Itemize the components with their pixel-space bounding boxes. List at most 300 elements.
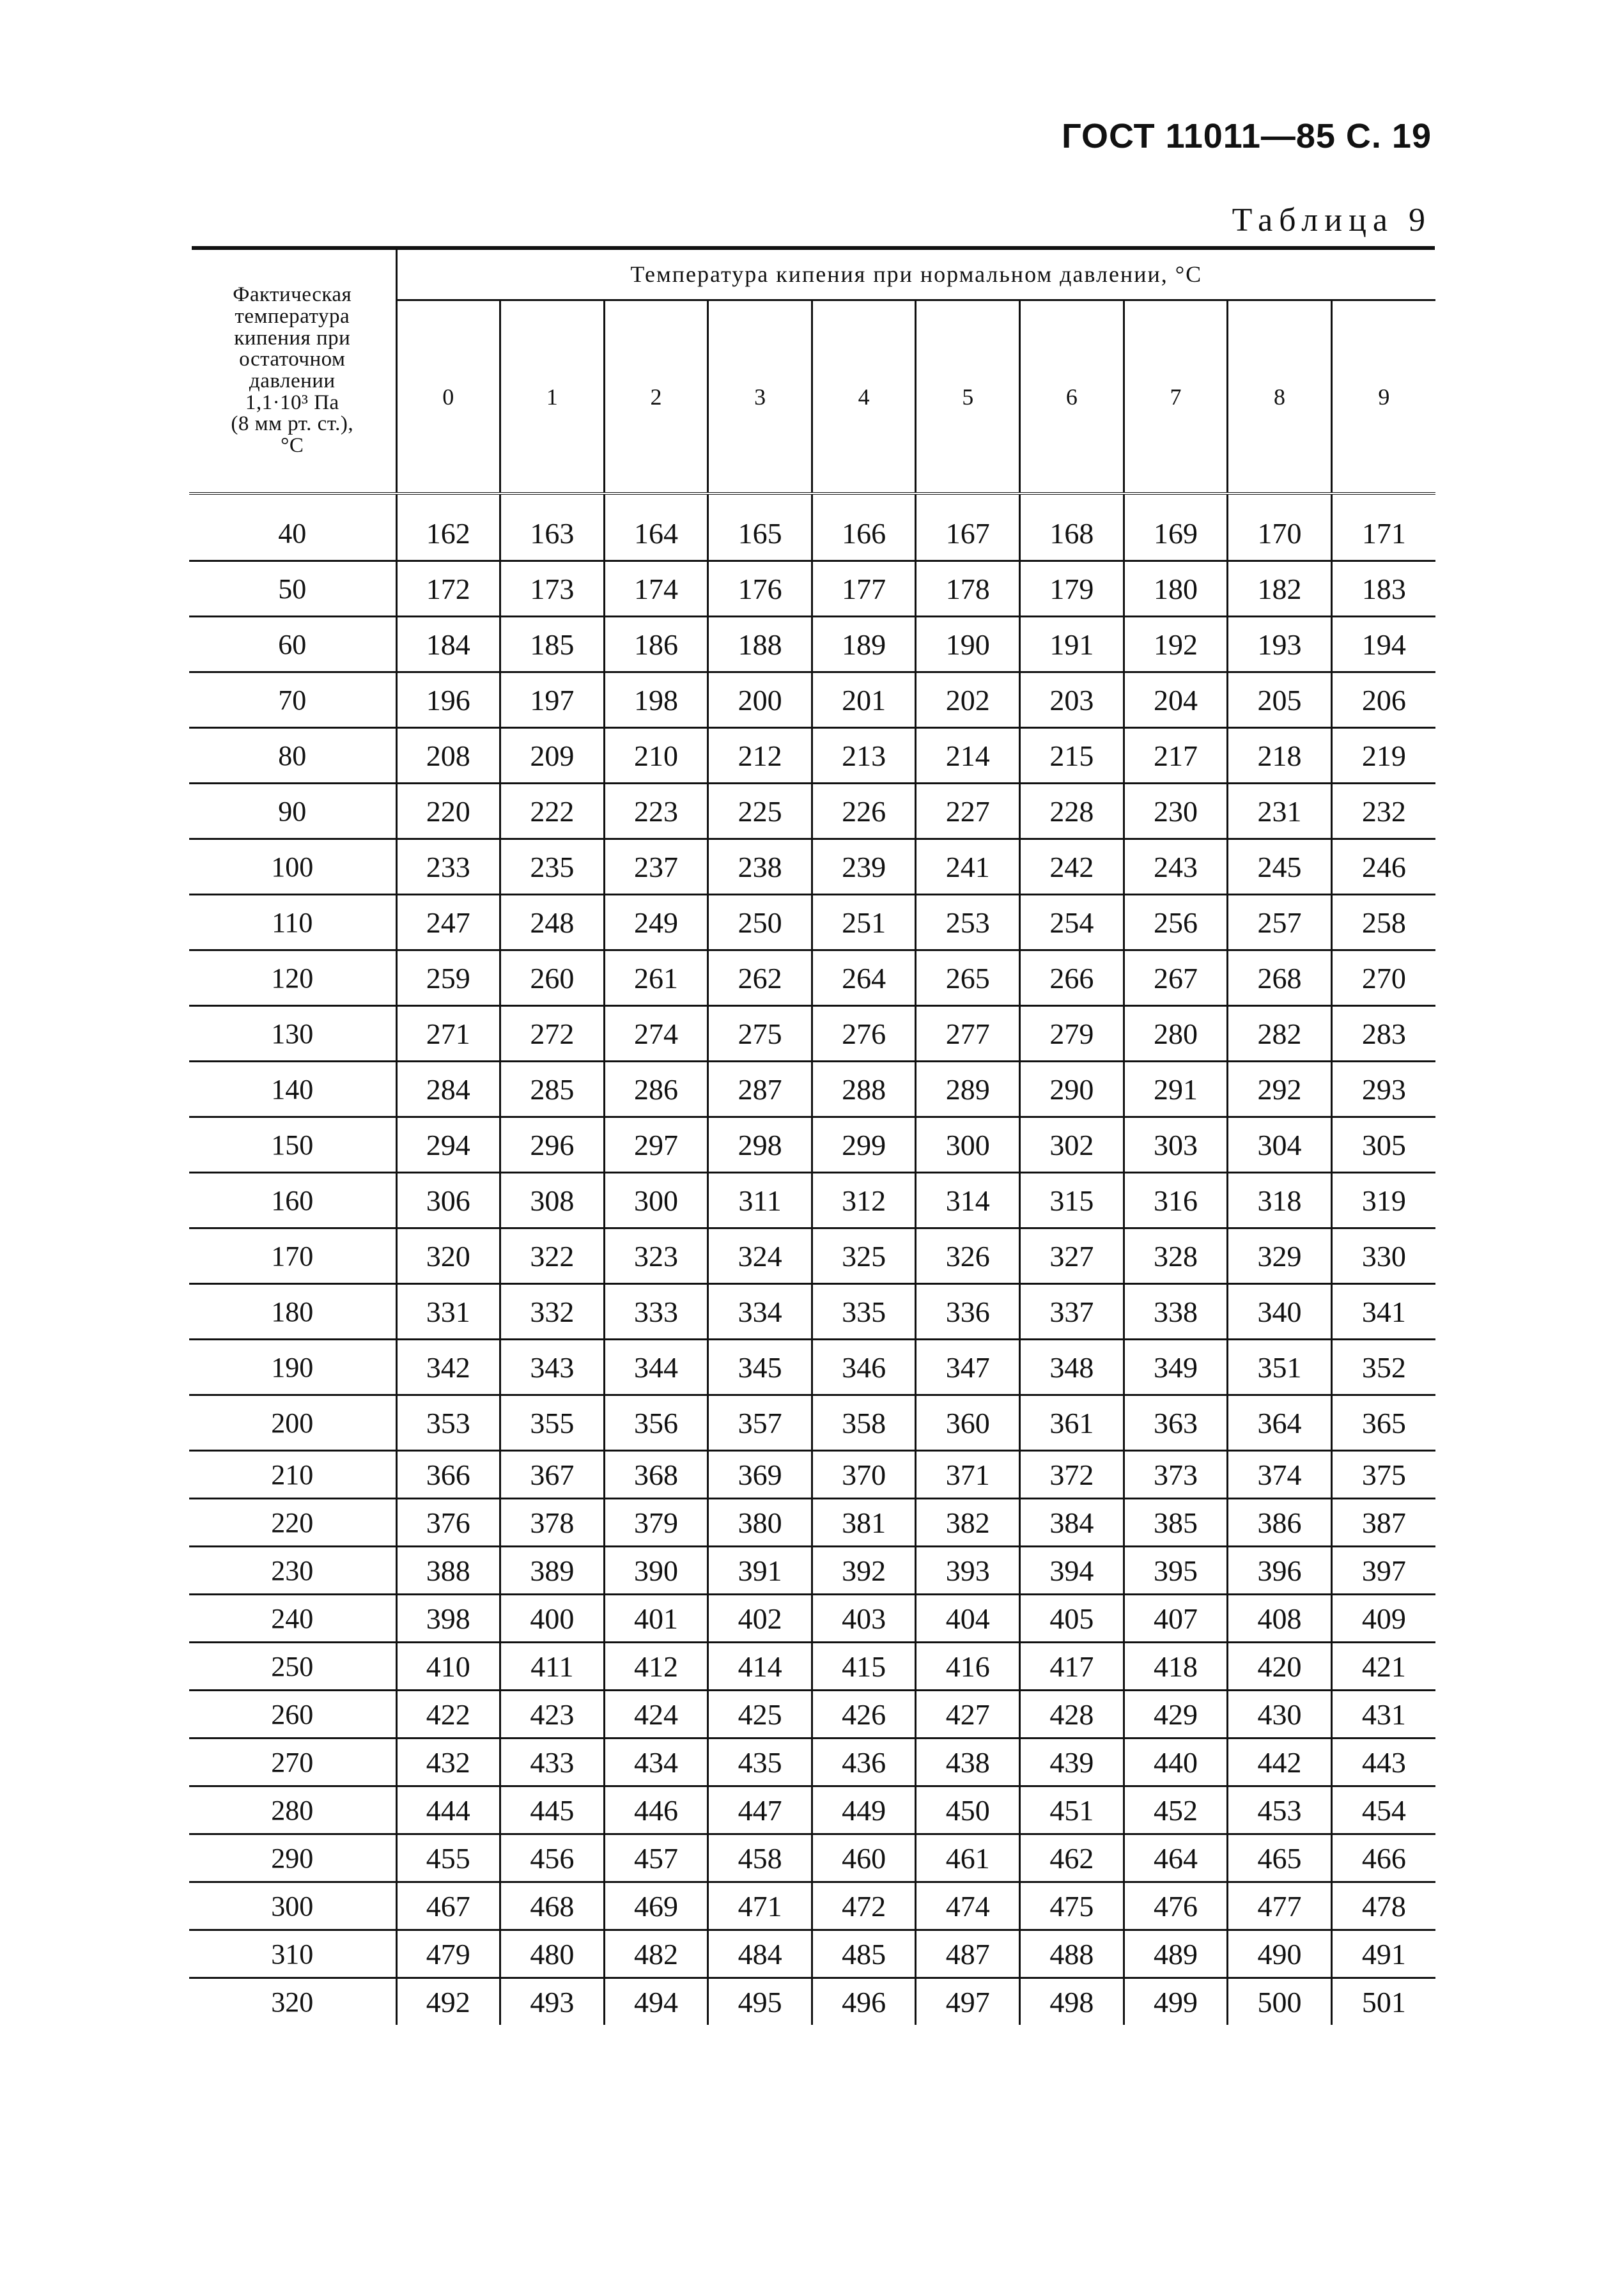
actual-temperature-cell: 160 [189, 1173, 396, 1228]
normal-pressure-temperature-cell: 428 [1020, 1691, 1124, 1739]
normal-pressure-temperature-cell: 360 [916, 1395, 1020, 1451]
normal-pressure-temperature-cell: 206 [1331, 672, 1435, 728]
actual-temperature-cell: 100 [189, 839, 396, 895]
normal-pressure-temperature-cell: 282 [1228, 1006, 1332, 1062]
normal-pressure-temperature-cell: 334 [708, 1284, 812, 1340]
normal-pressure-temperature-cell: 204 [1124, 672, 1228, 728]
normal-pressure-temperature-cell: 490 [1228, 1930, 1332, 1978]
normal-pressure-temperature-cell: 435 [708, 1739, 812, 1786]
table-row [189, 1882, 1435, 1930]
normal-pressure-temperature-cell: 425 [708, 1691, 812, 1739]
normal-pressure-temperature-cell: 402 [708, 1595, 812, 1643]
normal-pressure-temperature-cell: 208 [396, 728, 500, 784]
normal-pressure-temperature-cell: 439 [1020, 1739, 1124, 1786]
normal-pressure-temperature-cell: 366 [396, 1451, 500, 1499]
normal-pressure-temperature-cell: 178 [916, 561, 1020, 617]
normal-pressure-temperature-cell: 430 [1228, 1691, 1332, 1739]
stub-header-line: давлении [249, 369, 336, 392]
normal-pressure-temperature-cell: 417 [1020, 1643, 1124, 1691]
digit-column-header: 4 [812, 300, 916, 493]
normal-pressure-temperature-cell: 400 [500, 1595, 605, 1643]
normal-pressure-temperature-cell: 340 [1228, 1284, 1332, 1340]
normal-pressure-temperature-cell: 380 [708, 1499, 812, 1547]
normal-pressure-temperature-cell: 315 [1020, 1173, 1124, 1228]
normal-pressure-temperature-cell: 337 [1020, 1284, 1124, 1340]
normal-pressure-temperature-cell: 453 [1228, 1786, 1332, 1834]
normal-pressure-temperature-cell: 259 [396, 950, 500, 1006]
normal-pressure-temperature-cell: 335 [812, 1284, 916, 1340]
normal-pressure-temperature-cell: 436 [812, 1739, 916, 1786]
normal-pressure-temperature-cell: 250 [708, 895, 812, 950]
normal-pressure-temperature-cell: 166 [812, 506, 916, 561]
normal-pressure-temperature-cell: 330 [1331, 1228, 1435, 1284]
normal-pressure-temperature-cell: 457 [604, 1834, 708, 1882]
normal-pressure-temperature-cell: 258 [1331, 895, 1435, 950]
table-row [189, 1930, 1435, 1978]
normal-pressure-temperature-cell: 386 [1228, 1499, 1332, 1547]
normal-pressure-temperature-cell: 414 [708, 1643, 812, 1691]
normal-pressure-temperature-cell: 442 [1228, 1739, 1332, 1786]
table-row [189, 561, 1435, 617]
normal-pressure-temperature-cell: 305 [1331, 1117, 1435, 1173]
normal-pressure-temperature-cell: 382 [916, 1499, 1020, 1547]
normal-pressure-temperature-cell: 328 [1124, 1228, 1228, 1284]
normal-pressure-temperature-cell: 471 [708, 1882, 812, 1930]
normal-pressure-temperature-cell: 361 [1020, 1395, 1124, 1451]
normal-pressure-temperature-cell: 164 [604, 506, 708, 561]
actual-temperature-cell: 260 [189, 1691, 396, 1739]
actual-temperature-cell: 220 [189, 1499, 396, 1547]
normal-pressure-temperature-cell: 254 [1020, 895, 1124, 950]
actual-temperature-cell: 310 [189, 1930, 396, 1978]
digit-column-header: 8 [1228, 300, 1332, 493]
actual-temperature-cell: 120 [189, 950, 396, 1006]
normal-pressure-temperature-cell: 217 [1124, 728, 1228, 784]
normal-pressure-temperature-cell: 329 [1228, 1228, 1332, 1284]
actual-temperature-cell: 270 [189, 1739, 396, 1786]
table-row [189, 1228, 1435, 1284]
normal-pressure-temperature-cell: 222 [500, 784, 605, 839]
actual-temperature-cell: 150 [189, 1117, 396, 1173]
gap-cell [396, 493, 500, 506]
table-row [189, 672, 1435, 728]
normal-pressure-temperature-cell: 479 [396, 1930, 500, 1978]
table-row [189, 1499, 1435, 1547]
normal-pressure-temperature-cell: 415 [812, 1643, 916, 1691]
normal-pressure-temperature-cell: 261 [604, 950, 708, 1006]
normal-pressure-temperature-cell: 298 [708, 1117, 812, 1173]
normal-pressure-temperature-cell: 345 [708, 1340, 812, 1395]
normal-pressure-temperature-cell: 474 [916, 1882, 1020, 1930]
normal-pressure-temperature-cell: 443 [1331, 1739, 1435, 1786]
actual-temperature-cell: 230 [189, 1547, 396, 1595]
boiling-temperature-table [189, 249, 1435, 2025]
digit-column-header: 3 [708, 300, 812, 493]
normal-pressure-temperature-cell: 264 [812, 950, 916, 1006]
normal-pressure-temperature-cell: 191 [1020, 617, 1124, 672]
normal-pressure-temperature-cell: 271 [396, 1006, 500, 1062]
actual-temperature-cell: 80 [189, 728, 396, 784]
normal-pressure-temperature-cell: 384 [1020, 1499, 1124, 1547]
normal-pressure-temperature-cell: 300 [916, 1117, 1020, 1173]
normal-pressure-temperature-cell: 198 [604, 672, 708, 728]
normal-pressure-temperature-cell: 202 [916, 672, 1020, 728]
normal-pressure-temperature-cell: 197 [500, 672, 605, 728]
gap-cell [1020, 493, 1124, 506]
normal-pressure-temperature-cell: 201 [812, 672, 916, 728]
normal-pressure-temperature-cell: 432 [396, 1739, 500, 1786]
normal-pressure-temperature-cell: 174 [604, 561, 708, 617]
normal-pressure-temperature-cell: 286 [604, 1062, 708, 1117]
normal-pressure-temperature-cell: 300 [604, 1173, 708, 1228]
normal-pressure-temperature-cell: 404 [916, 1595, 1020, 1643]
normal-pressure-temperature-cell: 445 [500, 1786, 605, 1834]
spanning-column-header: Температура кипения при нормальном давлении, °С [396, 249, 1435, 300]
normal-pressure-temperature-cell: 165 [708, 506, 812, 561]
normal-pressure-temperature-cell: 237 [604, 839, 708, 895]
normal-pressure-temperature-cell: 289 [916, 1062, 1020, 1117]
table-row [189, 1117, 1435, 1173]
normal-pressure-temperature-cell: 182 [1228, 561, 1332, 617]
normal-pressure-temperature-cell: 416 [916, 1643, 1020, 1691]
normal-pressure-temperature-cell: 475 [1020, 1882, 1124, 1930]
normal-pressure-temperature-cell: 292 [1228, 1062, 1332, 1117]
normal-pressure-temperature-cell: 275 [708, 1006, 812, 1062]
gap-cell [1331, 493, 1435, 506]
digit-column-header: 5 [916, 300, 1020, 493]
table-row [189, 950, 1435, 1006]
normal-pressure-temperature-cell: 338 [1124, 1284, 1228, 1340]
table-row [189, 1451, 1435, 1499]
normal-pressure-temperature-cell: 327 [1020, 1228, 1124, 1284]
normal-pressure-temperature-cell: 314 [916, 1173, 1020, 1228]
normal-pressure-temperature-cell: 227 [916, 784, 1020, 839]
normal-pressure-temperature-cell: 322 [500, 1228, 605, 1284]
normal-pressure-temperature-cell: 228 [1020, 784, 1124, 839]
normal-pressure-temperature-cell: 192 [1124, 617, 1228, 672]
table-row [189, 895, 1435, 950]
table-row [189, 1643, 1435, 1691]
normal-pressure-temperature-cell: 478 [1331, 1882, 1435, 1930]
normal-pressure-temperature-cell: 293 [1331, 1062, 1435, 1117]
normal-pressure-temperature-cell: 477 [1228, 1882, 1332, 1930]
normal-pressure-temperature-cell: 355 [500, 1395, 605, 1451]
table-row [189, 1006, 1435, 1062]
normal-pressure-temperature-cell: 262 [708, 950, 812, 1006]
normal-pressure-temperature-cell: 184 [396, 617, 500, 672]
table-row [189, 1978, 1435, 2025]
normal-pressure-temperature-cell: 246 [1331, 839, 1435, 895]
normal-pressure-temperature-cell: 291 [1124, 1062, 1228, 1117]
normal-pressure-temperature-cell: 472 [812, 1882, 916, 1930]
normal-pressure-temperature-cell: 193 [1228, 617, 1332, 672]
normal-pressure-temperature-cell: 429 [1124, 1691, 1228, 1739]
normal-pressure-temperature-cell: 232 [1331, 784, 1435, 839]
normal-pressure-temperature-cell: 265 [916, 950, 1020, 1006]
normal-pressure-temperature-cell: 387 [1331, 1499, 1435, 1547]
document-header: ГОСТ 11011—85 С. 19 [1062, 117, 1432, 155]
normal-pressure-temperature-cell: 331 [396, 1284, 500, 1340]
normal-pressure-temperature-cell: 185 [500, 617, 605, 672]
table-row [189, 1173, 1435, 1228]
normal-pressure-temperature-cell: 170 [1228, 506, 1332, 561]
normal-pressure-temperature-cell: 299 [812, 1117, 916, 1173]
digit-column-header: 7 [1124, 300, 1228, 493]
normal-pressure-temperature-cell: 280 [1124, 1006, 1228, 1062]
normal-pressure-temperature-cell: 171 [1331, 506, 1435, 561]
header-gap-row [189, 493, 1435, 506]
normal-pressure-temperature-cell: 426 [812, 1691, 916, 1739]
normal-pressure-temperature-cell: 385 [1124, 1499, 1228, 1547]
normal-pressure-temperature-cell: 407 [1124, 1595, 1228, 1643]
normal-pressure-temperature-cell: 308 [500, 1173, 605, 1228]
normal-pressure-temperature-cell: 461 [916, 1834, 1020, 1882]
normal-pressure-temperature-cell: 476 [1124, 1882, 1228, 1930]
normal-pressure-temperature-cell: 251 [812, 895, 916, 950]
normal-pressure-temperature-cell: 364 [1228, 1395, 1332, 1451]
normal-pressure-temperature-cell: 468 [500, 1882, 605, 1930]
actual-temperature-cell: 320 [189, 1978, 396, 2025]
normal-pressure-temperature-cell: 389 [500, 1547, 605, 1595]
normal-pressure-temperature-cell: 409 [1331, 1595, 1435, 1643]
normal-pressure-temperature-cell: 343 [500, 1340, 605, 1395]
normal-pressure-temperature-cell: 372 [1020, 1451, 1124, 1499]
normal-pressure-temperature-cell: 276 [812, 1006, 916, 1062]
actual-temperature-cell: 190 [189, 1340, 396, 1395]
normal-pressure-temperature-cell: 285 [500, 1062, 605, 1117]
normal-pressure-temperature-cell: 325 [812, 1228, 916, 1284]
normal-pressure-temperature-cell: 225 [708, 784, 812, 839]
normal-pressure-temperature-cell: 243 [1124, 839, 1228, 895]
actual-temperature-cell: 210 [189, 1451, 396, 1499]
normal-pressure-temperature-cell: 433 [500, 1739, 605, 1786]
gap-cell [189, 493, 396, 506]
normal-pressure-temperature-cell: 466 [1331, 1834, 1435, 1882]
normal-pressure-temperature-cell: 342 [396, 1340, 500, 1395]
normal-pressure-temperature-cell: 423 [500, 1691, 605, 1739]
normal-pressure-temperature-cell: 190 [916, 617, 1020, 672]
normal-pressure-temperature-cell: 179 [1020, 561, 1124, 617]
normal-pressure-temperature-cell: 186 [604, 617, 708, 672]
normal-pressure-temperature-cell: 396 [1228, 1547, 1332, 1595]
normal-pressure-temperature-cell: 167 [916, 506, 1020, 561]
actual-temperature-cell: 130 [189, 1006, 396, 1062]
table-row [189, 1395, 1435, 1451]
normal-pressure-temperature-cell: 272 [500, 1006, 605, 1062]
normal-pressure-temperature-cell: 219 [1331, 728, 1435, 784]
stub-header-line: (8 мм рт. ст.), [231, 412, 354, 436]
stub-column-header [189, 249, 396, 493]
normal-pressure-temperature-cell: 213 [812, 728, 916, 784]
actual-temperature-cell: 280 [189, 1786, 396, 1834]
gap-cell [1228, 493, 1332, 506]
normal-pressure-temperature-cell: 449 [812, 1786, 916, 1834]
normal-pressure-temperature-cell: 455 [396, 1834, 500, 1882]
normal-pressure-temperature-cell: 210 [604, 728, 708, 784]
normal-pressure-temperature-cell: 438 [916, 1739, 1020, 1786]
normal-pressure-temperature-cell: 290 [1020, 1062, 1124, 1117]
actual-temperature-cell: 180 [189, 1284, 396, 1340]
normal-pressure-temperature-cell: 274 [604, 1006, 708, 1062]
normal-pressure-temperature-cell: 450 [916, 1786, 1020, 1834]
normal-pressure-temperature-cell: 353 [396, 1395, 500, 1451]
normal-pressure-temperature-cell: 212 [708, 728, 812, 784]
normal-pressure-temperature-cell: 375 [1331, 1451, 1435, 1499]
gap-cell [916, 493, 1020, 506]
normal-pressure-temperature-cell: 306 [396, 1173, 500, 1228]
normal-pressure-temperature-cell: 200 [708, 672, 812, 728]
normal-pressure-temperature-cell: 215 [1020, 728, 1124, 784]
normal-pressure-temperature-cell: 231 [1228, 784, 1332, 839]
stub-header-line: °С [281, 433, 304, 457]
table-caption: Таблица 9 [1232, 202, 1432, 238]
normal-pressure-temperature-cell: 456 [500, 1834, 605, 1882]
normal-pressure-temperature-cell: 247 [396, 895, 500, 950]
normal-pressure-temperature-cell: 209 [500, 728, 605, 784]
normal-pressure-temperature-cell: 368 [604, 1451, 708, 1499]
normal-pressure-temperature-cell: 363 [1124, 1395, 1228, 1451]
normal-pressure-temperature-cell: 203 [1020, 672, 1124, 728]
normal-pressure-temperature-cell: 390 [604, 1547, 708, 1595]
normal-pressure-temperature-cell: 319 [1331, 1173, 1435, 1228]
normal-pressure-temperature-cell: 297 [604, 1117, 708, 1173]
normal-pressure-temperature-cell: 194 [1331, 617, 1435, 672]
normal-pressure-temperature-cell: 311 [708, 1173, 812, 1228]
normal-pressure-temperature-cell: 346 [812, 1340, 916, 1395]
normal-pressure-temperature-cell: 357 [708, 1395, 812, 1451]
normal-pressure-temperature-cell: 287 [708, 1062, 812, 1117]
table-row [189, 784, 1435, 839]
normal-pressure-temperature-cell: 452 [1124, 1786, 1228, 1834]
normal-pressure-temperature-cell: 348 [1020, 1340, 1124, 1395]
normal-pressure-temperature-cell: 370 [812, 1451, 916, 1499]
normal-pressure-temperature-cell: 374 [1228, 1451, 1332, 1499]
normal-pressure-temperature-cell: 312 [812, 1173, 916, 1228]
actual-temperature-cell: 300 [189, 1882, 396, 1930]
normal-pressure-temperature-cell: 403 [812, 1595, 916, 1643]
normal-pressure-temperature-cell: 172 [396, 561, 500, 617]
normal-pressure-temperature-cell: 446 [604, 1786, 708, 1834]
actual-temperature-cell: 60 [189, 617, 396, 672]
normal-pressure-temperature-cell: 501 [1361, 1985, 1406, 2018]
normal-pressure-temperature-cell: 465 [1228, 1834, 1332, 1882]
actual-temperature-cell: 40 [189, 506, 396, 561]
table-row [189, 839, 1435, 895]
normal-pressure-temperature-cell: 163 [500, 506, 605, 561]
table-row [189, 506, 1435, 561]
normal-pressure-temperature-cell: 176 [708, 561, 812, 617]
normal-pressure-temperature-cell: 469 [604, 1882, 708, 1930]
normal-pressure-temperature-cell: 485 [812, 1930, 916, 1978]
normal-pressure-temperature-cell: 318 [1228, 1173, 1332, 1228]
gap-cell [812, 493, 916, 506]
actual-temperature-cell: 140 [189, 1062, 396, 1117]
actual-temperature-cell: 200 [189, 1395, 396, 1451]
normal-pressure-temperature-cell: 220 [396, 784, 500, 839]
normal-pressure-temperature-cell: 177 [812, 561, 916, 617]
normal-pressure-temperature-cell: 493 [500, 1978, 605, 2025]
actual-temperature-cell: 290 [189, 1834, 396, 1882]
normal-pressure-temperature-cell: 249 [604, 895, 708, 950]
normal-pressure-temperature-cell: 356 [604, 1395, 708, 1451]
table-row [189, 1062, 1435, 1117]
normal-pressure-temperature-cell: 341 [1331, 1284, 1435, 1340]
normal-pressure-temperature-cell: 260 [500, 950, 605, 1006]
normal-pressure-temperature-cell: 427 [916, 1691, 1020, 1739]
normal-pressure-temperature-cell: 303 [1124, 1117, 1228, 1173]
normal-pressure-temperature-cell: 458 [708, 1834, 812, 1882]
digit-column-header: 9 [1331, 300, 1435, 493]
table-row [189, 617, 1435, 672]
normal-pressure-temperature-cell: 284 [396, 1062, 500, 1117]
actual-temperature-cell: 250 [189, 1643, 396, 1691]
table-body [189, 493, 1435, 2025]
normal-pressure-temperature-cell: 495 [708, 1978, 812, 2025]
normal-pressure-temperature-cell: 373 [1124, 1451, 1228, 1499]
normal-pressure-temperature-cell: 494 [604, 1978, 708, 2025]
normal-pressure-temperature-cell: 218 [1228, 728, 1332, 784]
normal-pressure-temperature-cell: 418 [1124, 1643, 1228, 1691]
stub-header-line: 1,1·10³ Па [245, 391, 339, 414]
normal-pressure-temperature-cell: 392 [812, 1547, 916, 1595]
normal-pressure-temperature-cell: 214 [916, 728, 1020, 784]
normal-pressure-temperature-cell: 484 [708, 1930, 812, 1978]
normal-pressure-temperature-cell: 267 [1124, 950, 1228, 1006]
normal-pressure-temperature-cell: 464 [1124, 1834, 1228, 1882]
normal-pressure-temperature-cell: 487 [916, 1930, 1020, 1978]
normal-pressure-temperature-cell: 369 [708, 1451, 812, 1499]
normal-pressure-temperature-cell: 188 [708, 617, 812, 672]
normal-pressure-temperature-cell: 173 [500, 561, 605, 617]
normal-pressure-temperature-cell: 196 [396, 672, 500, 728]
table-row [189, 1739, 1435, 1786]
normal-pressure-temperature-cell: 398 [396, 1595, 500, 1643]
stub-header-line: кипения при [234, 326, 351, 350]
actual-temperature-cell: 170 [189, 1228, 396, 1284]
normal-pressure-temperature-cell: 499 [1124, 1978, 1228, 2025]
normal-pressure-temperature-cell: 394 [1020, 1547, 1124, 1595]
normal-pressure-temperature-cell: 500 [1228, 1978, 1332, 2025]
normal-pressure-temperature-cell: 462 [1020, 1834, 1124, 1882]
normal-pressure-temperature-cell: 424 [604, 1691, 708, 1739]
normal-pressure-temperature-cell: 371 [916, 1451, 1020, 1499]
normal-pressure-temperature-cell: 408 [1228, 1595, 1332, 1643]
normal-pressure-temperature-cell: 162 [396, 506, 500, 561]
normal-pressure-temperature-cell: 169 [1124, 506, 1228, 561]
stub-header-line: остаточном [239, 348, 346, 371]
normal-pressure-temperature-cell: 444 [396, 1786, 500, 1834]
normal-pressure-temperature-cell: 288 [812, 1062, 916, 1117]
gap-cell [604, 493, 708, 506]
normal-pressure-temperature-cell: 248 [500, 895, 605, 950]
normal-pressure-temperature-cell: 420 [1228, 1643, 1332, 1691]
normal-pressure-temperature-cell: 253 [916, 895, 1020, 950]
digit-column-header: 2 [604, 300, 708, 493]
normal-pressure-temperature-cell: 332 [500, 1284, 605, 1340]
normal-pressure-temperature-cell: 480 [500, 1930, 605, 1978]
table-row [189, 1284, 1435, 1340]
digit-column-header: 1 [500, 300, 605, 493]
normal-pressure-temperature-cell: 316 [1124, 1173, 1228, 1228]
actual-temperature-cell: 90 [189, 784, 396, 839]
normal-pressure-temperature-cell: 333 [604, 1284, 708, 1340]
normal-pressure-temperature-cell: 223 [604, 784, 708, 839]
normal-pressure-temperature-cell: 239 [812, 839, 916, 895]
normal-pressure-temperature-cell: 454 [1331, 1786, 1435, 1834]
actual-temperature-cell: 50 [189, 561, 396, 617]
normal-pressure-temperature-cell: 395 [1124, 1547, 1228, 1595]
normal-pressure-temperature-cell: 489 [1124, 1930, 1228, 1978]
